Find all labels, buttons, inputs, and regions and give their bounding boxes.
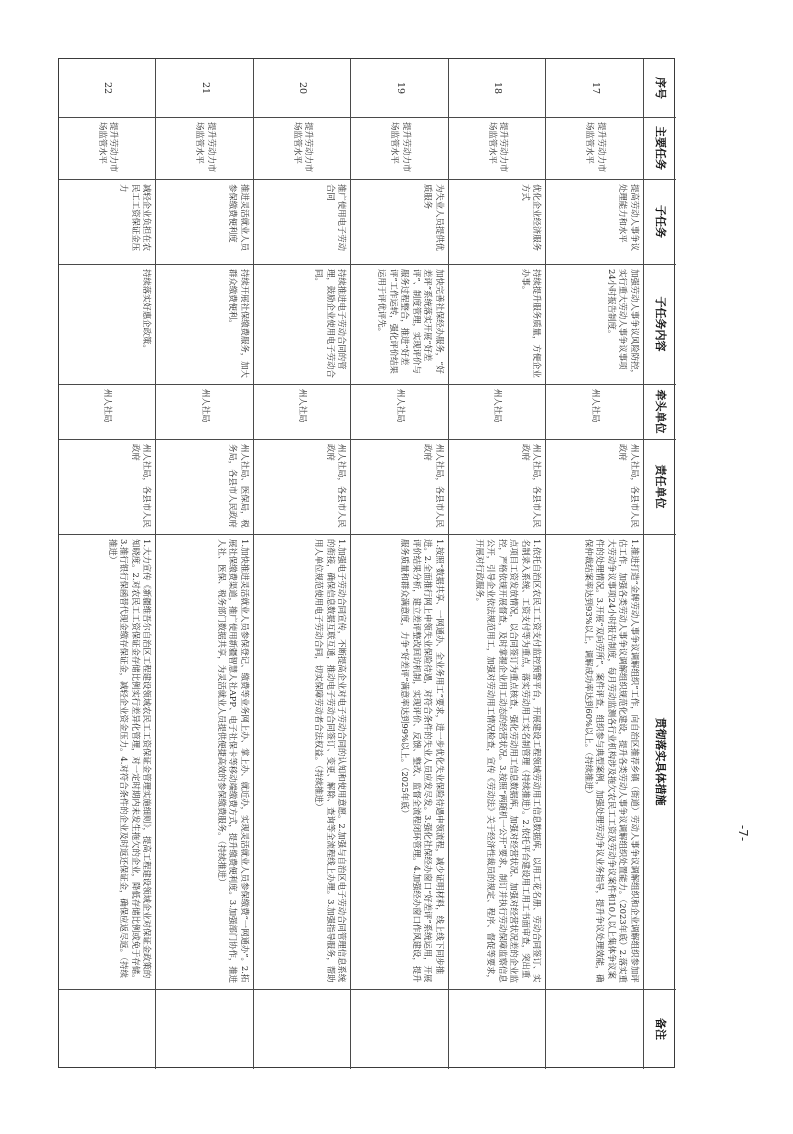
header-measures: 贯彻落实具体措施 [653,717,667,806]
header-seq: 序号 [653,77,667,99]
cell-seq: 21 [200,81,211,95]
page-number: -7- [736,824,751,842]
header-sub-task: 子任务 [653,205,667,238]
cell-remarks [449,989,547,1069]
cell-sub-content: 加强劳动人事争议风险防控，实行重大劳动人事争议事项24小时报告制度。 [607,269,640,378]
cell-sub-task: 提高劳动人事争议处理能力和水平 [618,184,640,251]
cell-sub-content: 持续推进电子劳动合同的管理，鼓励企业使用电子劳动合同。 [314,269,348,378]
cell-lead-unit: 州人社局 [298,389,309,423]
cell-remarks [157,989,255,1069]
table-sheet [58,58,675,1068]
cell-lead-unit: 州人社局 [591,389,601,423]
cell-lead-unit: 州人社局 [103,389,114,423]
cell-remarks [59,989,157,1069]
cell-sub-task: 推广使用电子劳动合同 [326,184,348,251]
cell-resp-unit: 州人社局，各县市人民政府 [326,444,348,528]
cell-seq: 20 [297,81,309,95]
cell-sub-task: 减轻企业负担在农民工工资保证金压力 [119,184,153,251]
cell-resp-unit: 州人社局，各县市人民政府 [423,444,445,528]
cell-seq: 22 [102,81,114,95]
rotated-table [59,59,676,1069]
cell-measures: 1.依托自治区农民工工资支付监控预警平台，开展建设工程领域劳动用工信息数据库，以用工花名册、劳动合同签订、实名制录入系统、工资支付等为重点，落实劳动用工实名制管理（持续推进）。2.依托平台建设用工用工书面审查，突出重点项目工资发放情况，以合同签订为重点核查，强化劳动用工信息数据库，加强对经营状况、加强对经营状况差的企业监控，严格依规开展督查，及时掌握企业用工动态的经营状况。3.按照“两随机一公开”要求，制订并执行劳动保障监察信息公开，引导企业依法规范用工，加强对劳动用工情况检查，宣传《劳动法》关于经济性裁员的规定、程序、督促等要求，开展对行政服务。 [475,539,543,983]
cell-resp-unit: 州人社局，各县市人民政府 [618,444,640,528]
cell-measures: 1.按照“数据共享、一网通办、全业务用工”要求，进一步优化失业保险待遇申领流程，减少证明材料，线上线下同步推进。2.全面推行网上申领失业保险待遇，对符合条件的失业人员应发尽发。3.强化社保经办窗口“好差评”系统运用，开展评价结果分析，建立差评整改回访机制，实现评价、反馈、整改、监督全流程闭环管理。4.加强经办窗口作风建设，提升服务质量和群众满意度，力争“好差评”满意率达到99%以上。（2025年底） [400,539,445,983]
cell-main-task: 提升劳动力市场监管水平 [585,122,607,173]
cell-measures: 1.大力宣传《新疆维吾尔自治区工程建设领域农民工工资保证金管理实施细则》，提高工程建设领域企业对保证金政策的知晓度。2.对农民工工资保证金存储比例实行差异化管理，对一定时期内未发生拖欠的企业，降低存储比例或免于存储。3.推行银行保函替代现金缴存保证金，减轻企业资金压力。4.对符合条件的企业及时返还保证金，确保应返尽返。（持续推进） [108,539,153,983]
cell-resp-unit: 州人社局，各县市人民政府 [521,444,543,528]
cell-seq: 18 [492,81,504,95]
cell-main-task: 提升劳动力市场监管水平 [292,122,315,173]
cell-sub-task: 优化企业经济服务方式 [521,184,543,251]
cell-sub-content: 持续开展社保缴费服务，加大群众缴费便利。 [228,269,250,378]
cell-remarks [254,989,352,1069]
cell-measures: 1.推进打造“金牌劳动人事争议调解组织”工作，向自治区推荐乡镇（街道）劳动人事争议调解组织和企业调解组织参加评估工作，加强各类劳动人事争议调解组织规范化建设，提升各类劳动人事争议调解组织处置能力。（2023年底）2.落实重大劳动争议事项24小时报告制度，每月劳动监测各行业机构涉及拖欠农民工工资及劳动争议案件和10人以上集体争议案件的处理情况。3.开展“双向劳所”、案件评查，组织参与典型案例，加强处理劳动争议业务指导，提升争议处理效能，确保仲裁结案率达到93%以上，调解成功率达到60%以上。（持续推进） [584,539,640,983]
header-lead-unit: 牵头单位 [653,389,667,434]
cell-main-task: 提升劳动力市场监管水平 [487,122,510,173]
cell-sub-task: 推进灵活就业人员参保缴费便利度 [228,184,250,251]
cell-seq: 19 [395,81,406,95]
cell-seq: 17 [590,81,601,95]
cell-lead-unit: 州人社局 [396,389,406,423]
cell-lead-unit: 州人社局 [493,389,504,423]
cell-measures: 1.加快推进灵活就业人员参保登记、缴费等业务网上办、掌上办、就近办，实现灵活就业人员参保缴费“一网通办”。2.拓展社保缴费渠道，推广使用新疆智慧人社APP、电子社保卡等移动端缴费方式，提升缴费便利度。3.加强部门协作，推进人社、医保、税务部门数据共享，为灵活就业人员提供便捷高效的参保缴费服务。（持续推进） [217,539,250,984]
header-resp-unit: 责任单位 [653,464,667,509]
header-remarks: 备注 [653,1018,667,1040]
header-main-task: 主要任务 [653,126,667,170]
cell-sub-content: 持续提升服务质量，方便企业办事。 [521,269,543,378]
cell-resp-unit: 州人社局、医保局，税务局，各县市人民政府 [228,444,250,528]
cell-resp-unit: 州人社局，各县市人民政府 [131,444,153,528]
cell-sub-content: 加快完善社保经办服务，“好差评”系统落实开展“好差评”、制度管理，实现评价与服务过程整合，推进“好差评”工作运转，强化评价结果运用于评优评先。 [377,269,445,374]
cell-measures: 1.加强电子劳动合同宣传，不断提高企业对电子劳动合同的认知和使用意愿。2.加强与自治区电子劳动合同管理信息系统的衔接，确保信息数据互联互通，推动电子劳动合同签订、变更、解除、查询等全流程线上办理。3.加强指导服务，帮助用人单位规范使用电子劳动合同，切实保障劳动者合法权益。（持续推进） [314,539,348,983]
cell-remarks [547,989,645,1069]
cell-main-task: 提升劳动力市场监管水平 [390,122,412,173]
header-sub-content: 子任务内容 [653,296,667,352]
cell-sub-content: 持续落实好惠企政策。 [142,269,153,353]
cell-lead-unit: 州人社局 [201,389,211,423]
cell-remarks [352,989,450,1069]
cell-sub-task: 为失业人员提供优质服务 [423,184,445,251]
cell-main-task: 提升劳动力市场监管水平 [195,122,217,173]
cell-main-task: 提升劳动力市场监管水平 [97,122,120,173]
